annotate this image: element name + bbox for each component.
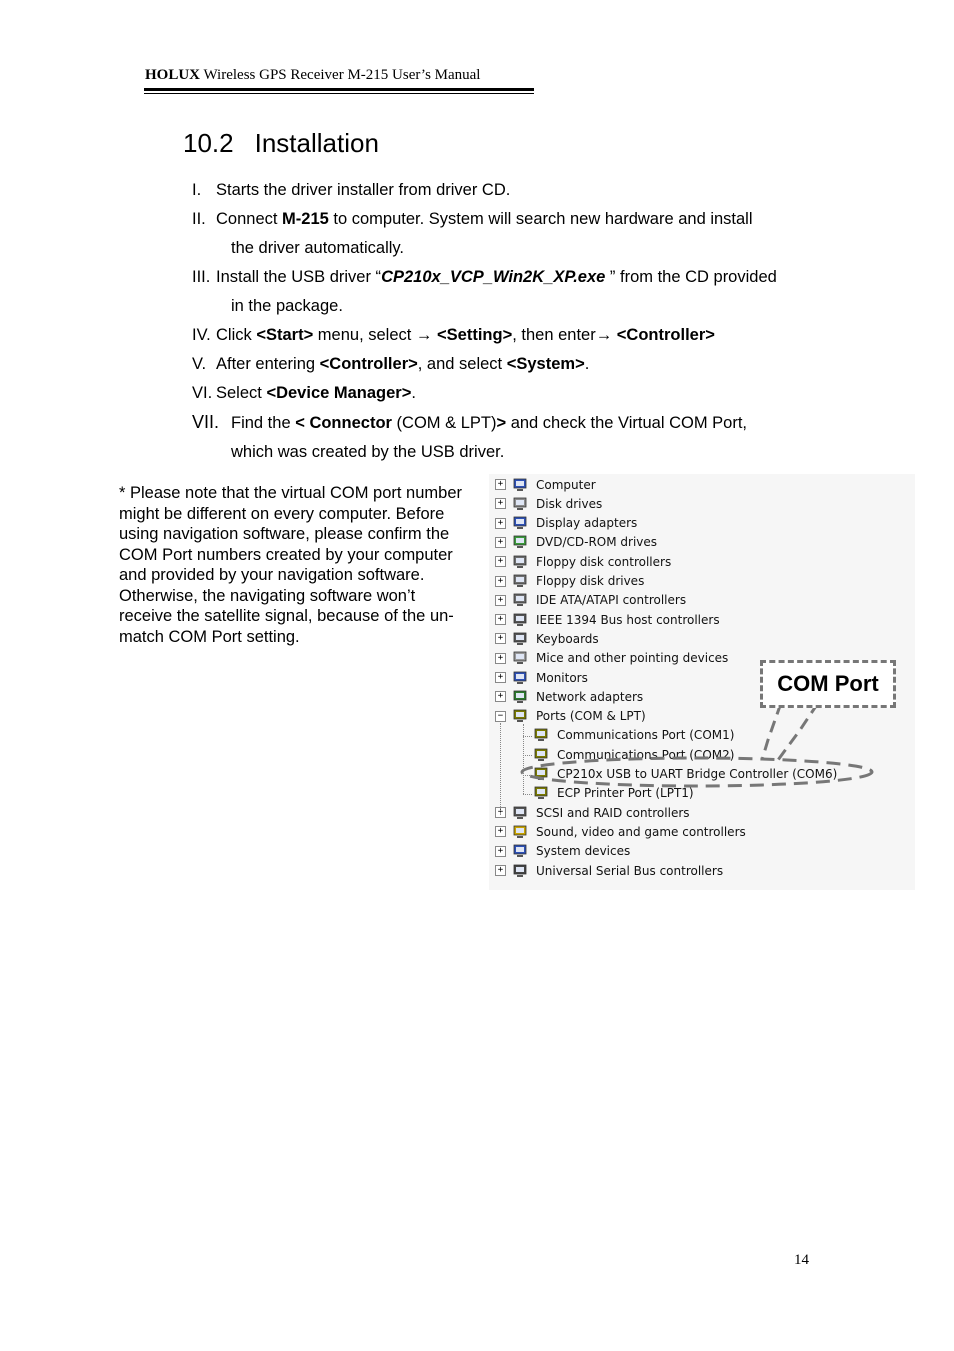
step-number: V. [192, 355, 207, 373]
monitor-icon [512, 671, 528, 685]
expand-toggle-icon[interactable]: + [495, 807, 506, 818]
disk-drive-icon [512, 497, 528, 511]
scsi-icon [512, 806, 528, 820]
port-icon [533, 728, 549, 742]
port-icon [533, 767, 549, 781]
device-tree-label: Sound, video and game controllers [536, 824, 746, 839]
step-number: IV. [192, 326, 211, 344]
device-tree-label: Mice and other pointing devices [536, 651, 729, 666]
device-tree-label: Floppy disk drives [536, 574, 645, 588]
collapse-toggle-icon[interactable]: − [495, 711, 506, 722]
speaker-icon [512, 825, 528, 839]
device-tree-row[interactable] [495, 861, 723, 880]
cdrom-icon [512, 535, 528, 549]
expand-toggle-icon[interactable]: + [495, 691, 506, 702]
expand-toggle-icon[interactable]: + [495, 826, 506, 837]
device-tree-label: DVD/CD-ROM drives [536, 535, 658, 550]
expand-toggle-icon[interactable]: + [495, 614, 506, 625]
tree-connector-line [523, 724, 524, 794]
step-number: I. [192, 181, 202, 199]
page-number: 14 [794, 1252, 809, 1268]
port-icon [512, 709, 528, 723]
expand-toggle-icon[interactable]: + [495, 672, 506, 683]
device-tree-row[interactable] [533, 726, 734, 745]
step-2: II. Connect M-215 to computer. System will search new hardware and install the driver automatically. [192, 205, 832, 263]
device-tree-row[interactable] [495, 475, 596, 494]
keyboard-icon [512, 632, 528, 646]
port-icon [533, 748, 549, 762]
section-title: Installation [254, 128, 379, 158]
mouse-icon [512, 651, 528, 665]
tree-connector-line [500, 723, 501, 816]
tree-connector-line [523, 755, 532, 756]
device-tree-label: Keyboards [536, 631, 599, 646]
tree-connector-line [523, 736, 532, 737]
step-continuation: which was created by the USB driver. [231, 443, 505, 461]
device-tree-label: Communications Port (COM1) [557, 728, 735, 743]
section-heading [183, 128, 379, 159]
usb-icon [512, 864, 528, 878]
device-tree-label: IDE ATA/ATAPI controllers [536, 593, 687, 608]
step-7: VII. Find the < Connector (COM & LPT)> and check the Virtual COM Port, which was created by the USB driver. [192, 408, 832, 467]
step-6: VI. Select <Device Manager>. [192, 379, 832, 408]
device-tree-row[interactable] [495, 707, 646, 726]
installation-steps [192, 176, 832, 467]
computer-icon [512, 478, 528, 492]
device-tree-row[interactable] [495, 687, 643, 706]
expand-toggle-icon[interactable]: + [495, 633, 506, 644]
device-tree-label: Floppy disk controllers [536, 554, 672, 569]
device-tree-row[interactable] [533, 745, 734, 764]
expand-toggle-icon[interactable]: + [495, 595, 506, 606]
step-continuation: in the package. [231, 297, 343, 315]
device-tree-label: ECP Printer Port (LPT1) [557, 786, 694, 801]
tree-connector-line [523, 775, 532, 776]
step-number: VII. [192, 412, 220, 432]
step-continuation: the driver automatically. [231, 239, 405, 257]
port-icon [533, 786, 549, 800]
expand-toggle-icon[interactable]: + [495, 846, 506, 857]
com-port-note: * Please note that the virtual COM port number might be different on every computer. Before using navigation software, please confirm the COM Port numbers created by your computer and provided by your navigation software. Otherwise, the navigating software won’t receive the satellite signal, because of the un-match COM Port setting. [119, 484, 463, 646]
header-rule-thin [144, 93, 534, 94]
device-tree-row[interactable] [533, 765, 837, 784]
device-tree-row[interactable] [495, 591, 686, 610]
device-tree-row[interactable] [495, 668, 588, 687]
floppy-icon [512, 574, 528, 588]
device-tree-row[interactable] [533, 784, 694, 803]
monitor-icon [512, 516, 528, 530]
step-number: III. [192, 268, 211, 286]
expand-toggle-icon[interactable]: + [495, 865, 506, 876]
device-tree-label: IEEE 1394 Bus host controllers [536, 612, 720, 627]
device-tree-row[interactable] [495, 533, 657, 552]
device-tree-label: CP210x USB to UART Bridge Controller (COM6) [557, 767, 838, 781]
network-icon [512, 690, 528, 704]
com-port-callout: COM Port [760, 660, 896, 708]
header-rule-thick [144, 88, 534, 91]
expand-toggle-icon[interactable]: + [495, 537, 506, 548]
running-header [145, 67, 480, 84]
device-tree-label: Ports (COM & LPT) [536, 709, 646, 724]
device-tree-label: SCSI and RAID controllers [536, 805, 690, 820]
device-tree-row[interactable] [495, 803, 690, 822]
step-1 [192, 176, 832, 205]
step-number: VI. [192, 384, 213, 402]
controller-icon [512, 593, 528, 607]
expand-toggle-icon[interactable]: + [495, 498, 506, 509]
device-tree-label: Computer [536, 477, 596, 492]
device-tree-label: Disk drives [536, 496, 603, 511]
device-tree-label: Display adapters [536, 516, 638, 531]
device-tree-label: Communications Port (COM2) [557, 747, 735, 762]
expand-toggle-icon[interactable]: + [495, 556, 506, 567]
step-5: V. After entering <Controller>, and select <System>. [192, 350, 832, 379]
device-tree-row[interactable] [495, 649, 728, 668]
expand-toggle-icon[interactable]: + [495, 653, 506, 664]
expand-toggle-icon[interactable]: + [495, 576, 506, 587]
driver-filename: CP210x_VCP_Win2K_XP.exe [381, 268, 606, 286]
controller-icon [512, 555, 528, 569]
tree-connector-line [523, 794, 532, 795]
device-tree-row[interactable] [495, 494, 602, 513]
device-tree-row[interactable] [495, 552, 671, 571]
section-number: 10.2 [183, 128, 234, 158]
step-4: IV. Click <Start> menu, select → <Setting>, then enter→ <Controller> [192, 321, 832, 350]
device-tree-row[interactable] [495, 610, 720, 629]
expand-toggle-icon[interactable]: + [495, 518, 506, 529]
device-tree-row[interactable] [495, 514, 637, 533]
device-tree-row[interactable] [495, 572, 644, 591]
step-3: III. Install the USB driver “CP210x_VCP_Win2K_XP.exe ” from the CD provided in the package. [192, 263, 832, 321]
device-tree-row[interactable] [495, 629, 599, 648]
device-tree-label: Monitors [536, 670, 588, 685]
computer-icon [512, 844, 528, 858]
header-brand: HOLUX [145, 67, 201, 83]
device-tree-row[interactable] [495, 822, 746, 841]
model-name: M-215 [282, 210, 329, 228]
expand-toggle-icon[interactable]: + [495, 479, 506, 490]
header-title: Wireless GPS Receiver M-215 User’s Manual [200, 67, 481, 83]
device-tree-row[interactable] [495, 842, 630, 861]
device-tree-label: Network adapters [536, 689, 644, 704]
step-number: II. [192, 210, 206, 228]
device-tree-label: System devices [536, 844, 631, 859]
step-text: Starts the driver installer from driver CD. [216, 181, 511, 199]
bus-icon [512, 613, 528, 627]
device-tree-label: Universal Serial Bus controllers [536, 863, 724, 878]
